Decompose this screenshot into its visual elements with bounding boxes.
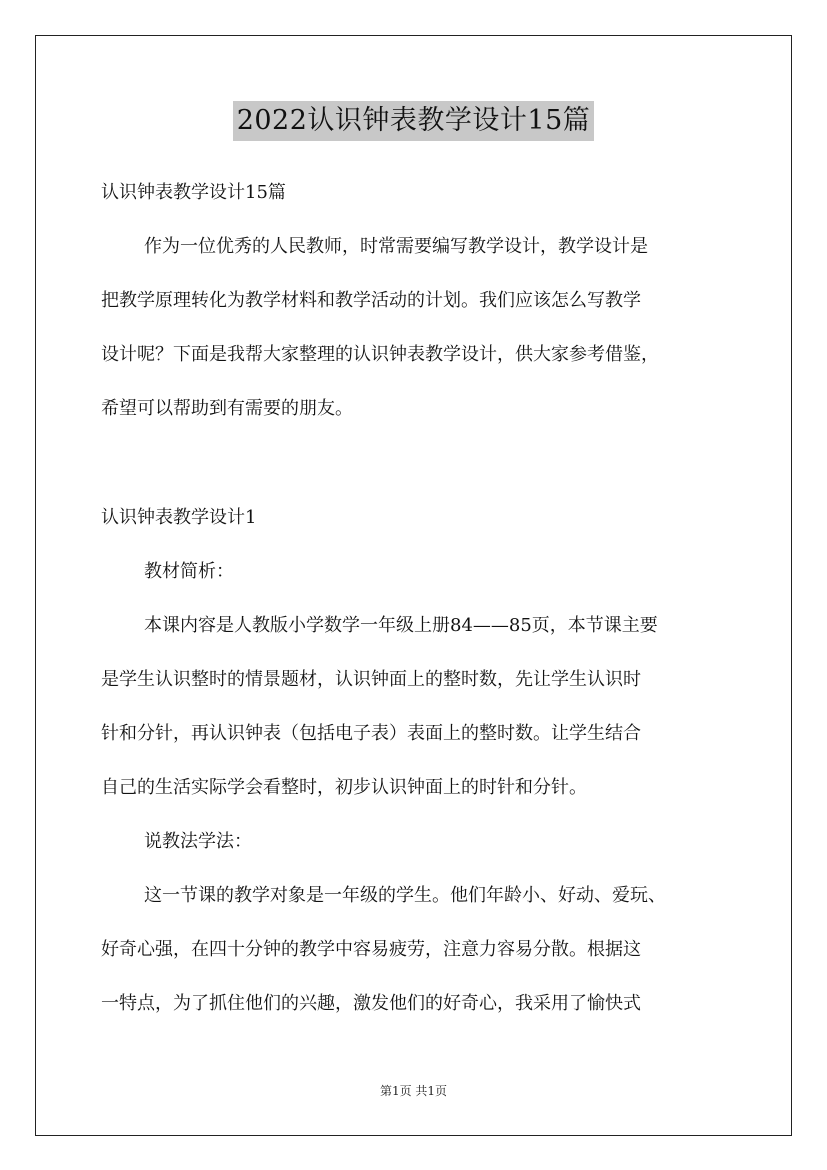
paragraph-line: 好奇心强，在四十分钟的教学中容易疲劳，注意力容易分散。根据这 (101, 939, 641, 960)
intro-line: 希望可以帮助到有需要的朋友。 (101, 398, 353, 419)
document-subtitle: 认识钟表教学设计15篇 (101, 182, 286, 203)
intro-line: 把教学原理转化为教学材料和教学活动的计划。我们应该怎么写教学 (101, 290, 641, 311)
document-title: 2022认识钟表教学设计15篇 (233, 101, 595, 141)
paragraph-line: 针和分针，再认识钟表（包括电子表）表面上的整时数。让学生结合 (101, 723, 641, 744)
paragraph-line: 本课内容是人教版小学数学一年级上册84——85页，本节课主要 (144, 615, 658, 636)
paragraph-line: 自己的生活实际学会看整时，初步认识钟面上的时针和分针。 (101, 777, 587, 798)
sub-heading-teaching-methods: 说教法学法： (144, 831, 252, 852)
paragraph-line: 这一节课的教学对象是一年级的学生。他们年龄小、好动、爱玩、 (144, 885, 666, 906)
intro-line: 作为一位优秀的人民教师，时常需要编写教学设计，教学设计是 (144, 236, 648, 257)
paragraph-line: 一特点，为了抓住他们的兴趣，激发他们的好奇心，我采用了愉快式 (101, 993, 641, 1014)
title-block (0, 101, 827, 141)
page-footer: 第1页 共1页 (379, 1084, 448, 1098)
paragraph-line: 是学生认识整时的情景题材，认识钟面上的整时数，先让学生认识时 (101, 669, 641, 690)
sub-heading-textbook-analysis: 教材简析： (144, 561, 234, 582)
intro-line: 设计呢？下面是我帮大家整理的认识钟表教学设计，供大家参考借鉴， (101, 344, 659, 365)
section-heading: 认识钟表教学设计1 (101, 507, 257, 528)
